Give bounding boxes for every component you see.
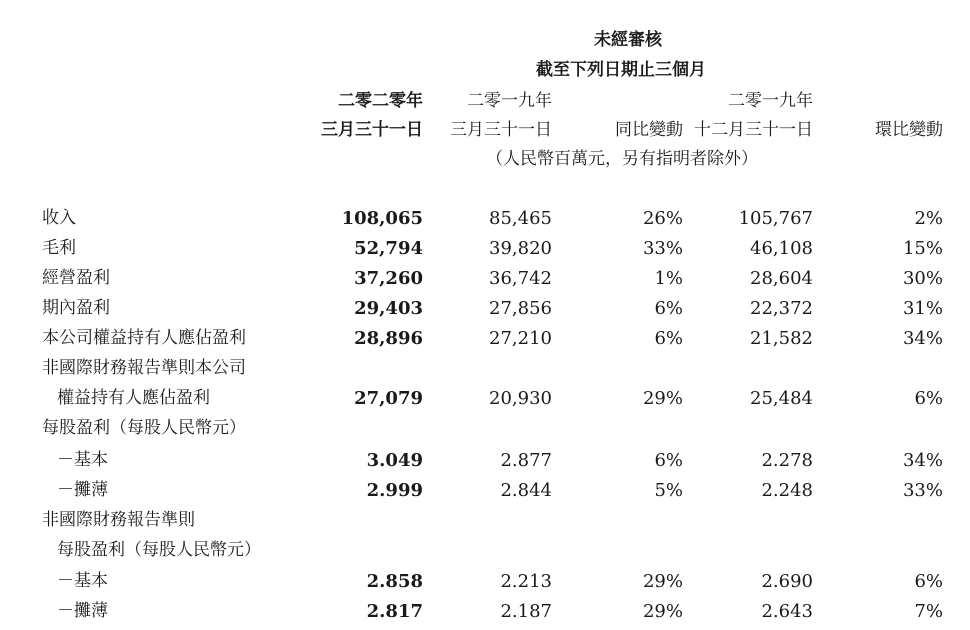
cell-value: 30% — [902, 268, 943, 289]
cell-value: 6% — [654, 298, 683, 319]
cell-value: 2% — [914, 208, 943, 229]
cell-value: 31% — [902, 298, 943, 319]
row-label-non-ifrs-eps-basic: －基本 — [57, 571, 108, 591]
cell-value: 52,794 — [354, 238, 423, 259]
cell-value: 36,742 — [489, 268, 552, 289]
cell-value: 34% — [902, 328, 943, 349]
cell-value: 2.278 — [761, 450, 813, 471]
cell-value: 21,582 — [750, 328, 813, 349]
cell-value: 105,767 — [738, 208, 813, 229]
cell-value: 2.817 — [366, 601, 423, 622]
cell-value: 5% — [654, 480, 683, 501]
cell-value: 37,260 — [354, 268, 423, 289]
cell-value: 22,372 — [750, 298, 813, 319]
cell-value: 6% — [654, 328, 683, 349]
header-period: 截至下列日期止三個月 — [536, 60, 706, 80]
cell-value: 33% — [642, 238, 683, 259]
cell-value: 29% — [642, 601, 683, 622]
col0-year: 二零二零年 — [338, 91, 423, 111]
cell-value: 1% — [654, 268, 683, 289]
cell-value: 26% — [642, 208, 683, 229]
row-label-eps: 每股盈利（每股人民幣元） — [42, 418, 246, 438]
cell-value: 20,930 — [489, 388, 552, 409]
cell-value: 2.248 — [761, 480, 813, 501]
cell-value: 7% — [914, 601, 943, 622]
col1-date: 三月三十一日 — [450, 120, 552, 140]
row-label-non-ifrs: 非國際財務報告準則 — [42, 510, 195, 530]
header-unaudited: 未經審核 — [594, 30, 662, 50]
row-label-attributable-profit: 本公司權益持有人應佔盈利 — [42, 328, 246, 348]
cell-value: 29% — [642, 571, 683, 592]
cell-value: 2.877 — [500, 450, 552, 471]
row-label-non-ifrs-attributable-profit: 權益持有人應佔盈利 — [57, 388, 210, 408]
row-label-eps-basic: －基本 — [57, 450, 108, 470]
cell-value: 29,403 — [354, 298, 423, 319]
col3-year: 二零一九年 — [728, 91, 813, 111]
cell-value: 34% — [902, 450, 943, 471]
cell-value: 28,896 — [354, 328, 423, 349]
row-label-non-ifrs-eps-diluted: －攤薄 — [57, 601, 108, 621]
cell-value: 27,079 — [354, 388, 423, 409]
cell-value: 29% — [642, 388, 683, 409]
cell-value: 3.049 — [366, 450, 423, 471]
cell-value: 39,820 — [489, 238, 552, 259]
row-label-non-ifrs-eps: 每股盈利（每股人民幣元） — [57, 540, 261, 560]
col1-year: 二零一九年 — [467, 91, 552, 111]
cell-value: 2.187 — [500, 601, 552, 622]
row-label-period-profit: 期內盈利 — [42, 298, 110, 318]
cell-value: 27,856 — [489, 298, 552, 319]
cell-value: 28,604 — [750, 268, 813, 289]
row-label-operating-profit: 經營盈利 — [42, 268, 110, 288]
col4-qoq-change: 環比變動 — [875, 120, 943, 140]
cell-value: 15% — [902, 238, 943, 259]
cell-value: 6% — [914, 571, 943, 592]
unit-note: （人民幣百萬元，另有指明者除外） — [486, 149, 758, 169]
cell-value: 85,465 — [489, 208, 552, 229]
cell-value: 46,108 — [750, 238, 813, 259]
cell-value: 27,210 — [489, 328, 552, 349]
col0-date: 三月三十一日 — [321, 120, 423, 140]
cell-value: 6% — [654, 450, 683, 471]
cell-value: 108,065 — [341, 208, 423, 229]
cell-value: 2.858 — [366, 571, 423, 592]
col3-date: 十二月三十一日 — [694, 120, 813, 140]
cell-value: 2.690 — [761, 571, 813, 592]
cell-value: 25,484 — [750, 388, 813, 409]
col2-yoy-change: 同比變動 — [615, 120, 683, 140]
row-label-revenue: 收入 — [42, 208, 76, 228]
cell-value: 33% — [902, 480, 943, 501]
cell-value: 2.213 — [500, 571, 552, 592]
cell-value: 2.643 — [761, 601, 813, 622]
cell-value: 2.844 — [500, 480, 552, 501]
row-label-gross-profit: 毛利 — [42, 238, 76, 258]
row-label-eps-diluted: －攤薄 — [57, 480, 108, 500]
cell-value: 2.999 — [366, 480, 423, 501]
row-label-non-ifrs-company: 非國際財務報告準則本公司 — [42, 358, 246, 378]
cell-value: 6% — [914, 388, 943, 409]
